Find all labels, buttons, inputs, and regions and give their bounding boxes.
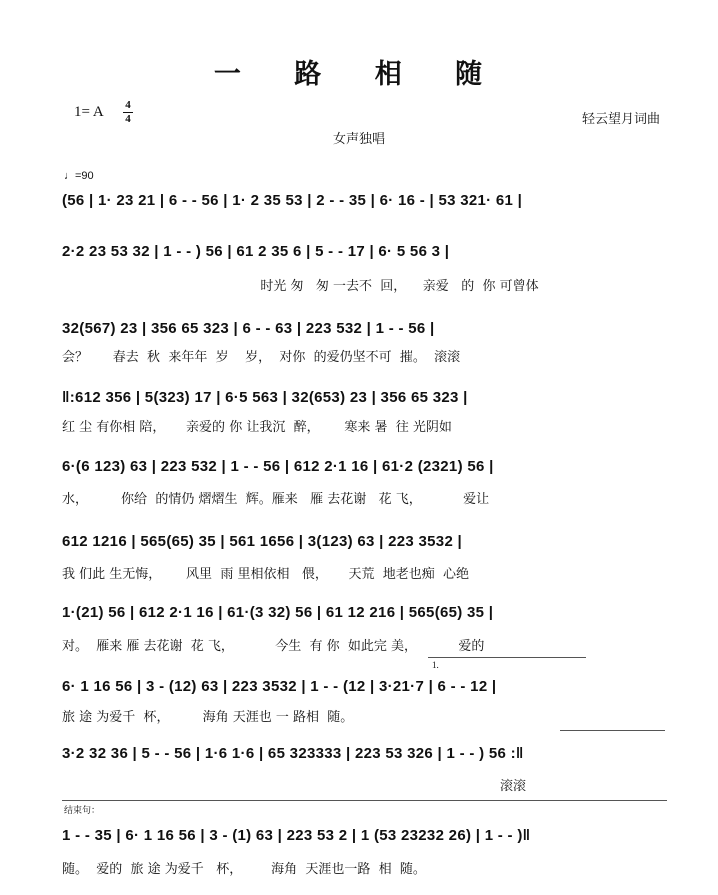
lyric-line-5: 水， 你给 的情仍 熠熠生 辉。雁来 雁 去花谢 花 飞， 爱让 bbox=[62, 492, 490, 507]
second-ending-bracket bbox=[560, 730, 665, 731]
first-ending-mark: 1. bbox=[432, 660, 439, 670]
time-signature-top: 4 bbox=[125, 99, 131, 111]
lyric-line-9: 滚滚 bbox=[62, 779, 527, 794]
tempo-marking: ♩=90 bbox=[64, 170, 94, 182]
notation-line-10: 1 - - 35 | 6· 1 16 56 | 3 - (1) 63 | 223 53 2 | 1 (53 23232 26) | 1 - - )‖ bbox=[62, 827, 531, 844]
notation-line-8: 6· 1 16 56 | 3 - (12) 63 | 223 3532 | 1 - - (12 | 3·21·7 | 6 - - 12 | bbox=[62, 678, 497, 695]
notation-line-2: 2·2 23 53 32 | 1 - - ) 56 | 61 2 35 6 | 5 - - 17 | 6· 5 56 3 | bbox=[62, 243, 450, 260]
notation-line-5: 6·(6 123) 63 | 223 532 | 1 - - 56 | 612 2·1 16 | 61·2 (2321) 56 | bbox=[62, 458, 494, 475]
performance-note: 女声独唱 bbox=[332, 132, 385, 147]
key-signature: 1= A bbox=[74, 104, 104, 120]
lyric-line-6: 我 们此 生无悔， 风里 雨 里相依相 偎， 天荒 地老也痴 心绝 bbox=[62, 567, 470, 582]
song-title: 一 路 相 随 bbox=[213, 59, 505, 90]
lyric-line-10: 随。 爱的 旅 途 为爱千 杯， 海角 天涯也一路 相 随。 bbox=[62, 862, 426, 877]
notation-line-1: (56 | 1· 23 21 | 6 - - 56 | 1· 2 35 53 | 2 - - 35 | 6· 16 - | 53 321· 61 | bbox=[62, 192, 523, 209]
lyric-line-4: 红 尘 有你相 陪， 亲爱的 你 让我沉 醉， 寒来 暑 往 光阴如 bbox=[62, 420, 452, 435]
time-signature-bottom: 4 bbox=[125, 113, 131, 125]
notation-line-7: 1·(21) 56 | 612 2·1 16 | 61·(3 32) 56 | 61 12 216 | 565(65) 35 | bbox=[62, 604, 494, 621]
notation-line-9: 3·2 32 36 | 5 - - 56 | 1·6 1·6 | 65 323333 | 223 53 326 | 1 - - ) 56 :‖ bbox=[62, 745, 524, 762]
lyric-line-7: 对。 雁来 雁 去花谢 花 飞， 今生 有 你 如此完 美， 爱的 bbox=[62, 639, 485, 654]
ending-label: 结束句： bbox=[64, 805, 101, 815]
lyric-line-3: 会？ 春去 秋 来年年 岁 岁， 对你 的爱仍坚不可 摧。 滚滚 bbox=[62, 350, 461, 365]
notation-line-6: 612 1216 | 565(65) 35 | 561 1656 | 3(123) 63 | 223 3532 | bbox=[62, 533, 463, 550]
time-signature bbox=[123, 100, 133, 125]
notation-line-4: ‖:612 356 | 5(323) 17 | 6·5 563 | 32(653) 23 | 356 65 323 | bbox=[62, 389, 468, 406]
lyric-line-8: 旅 途 为爱千 杯， 海角 天涯也 一 路相 随。 bbox=[62, 710, 354, 725]
lyric-line-2: 时光 匆 匆 一去不 回， 亲爱 的 你 可曾体 bbox=[62, 279, 539, 294]
first-ending-bracket bbox=[428, 657, 586, 658]
notation-line-3: 32(567) 23 | 356 65 323 | 6 - - 63 | 223 532 | 1 - - 56 | bbox=[62, 320, 435, 337]
credit-line: 轻云望月词曲 bbox=[581, 112, 660, 127]
ending-divider bbox=[62, 800, 667, 801]
